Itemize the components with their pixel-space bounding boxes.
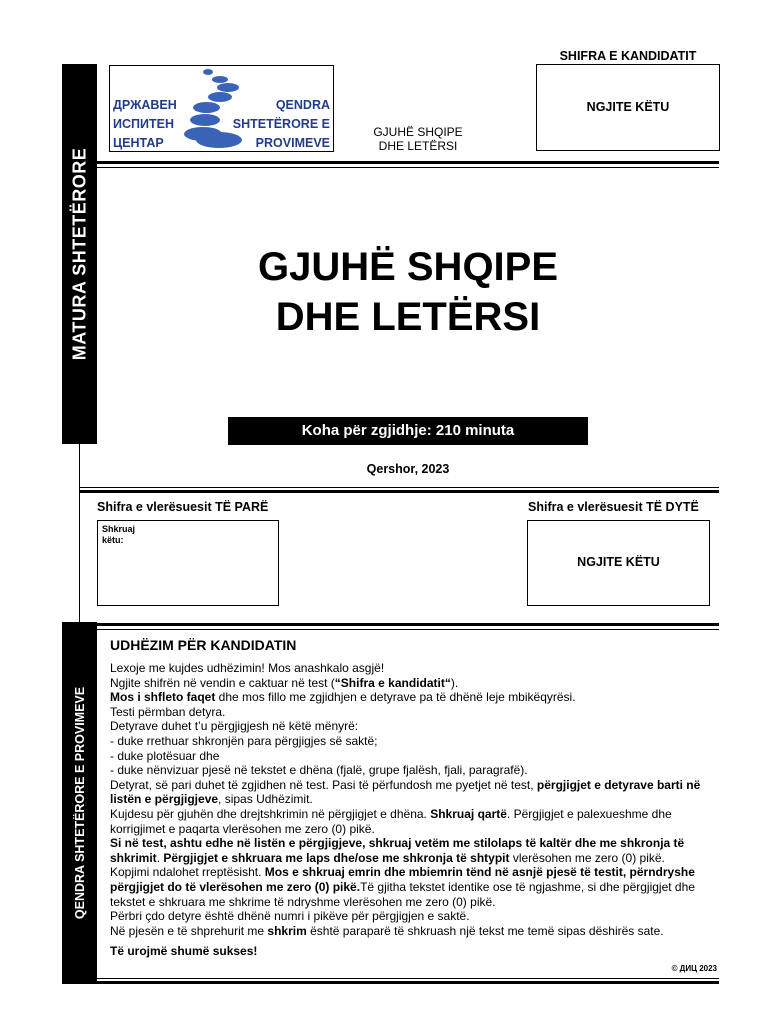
- logo-left-line: ДРЖАВЕН: [113, 98, 177, 112]
- lower-rule-thick: [97, 623, 719, 626]
- instruction-line: [110, 836, 718, 865]
- bottom-rule-thick: [97, 981, 719, 984]
- instruction-emphasis: Shkruaj qartë: [430, 806, 507, 821]
- logo-text-right: [233, 96, 330, 153]
- logo-stone-6: [190, 114, 220, 126]
- side-banner-matura-text: MATURA SHTETËRORE: [69, 147, 89, 361]
- first-evaluator-label: Shifra e vlerësuesit TË PARË: [97, 500, 269, 514]
- instruction-text: Ngjite shifrën në vendin e caktuar në test (: [110, 675, 335, 690]
- candidate-code-box-text: NGJITE KËTU: [586, 100, 670, 114]
- instruction-text: .: [156, 850, 164, 865]
- exam-title-line1: GJUHË SHQIPE: [257, 245, 559, 289]
- bottom-rule-thin: [97, 978, 719, 979]
- instructions-title: UDHËZIM PËR KANDIDATIN: [110, 637, 297, 653]
- instruction-emphasis: shkrim: [267, 923, 307, 938]
- instruction-line: [110, 924, 718, 939]
- instruction-emphasis: Si në test, ashtu edhe në listën e përgjigjeve, shkruaj vetëm me stilolaps të kaltër dhe me shkronja të shkrimit: [110, 836, 685, 865]
- instruction-emphasis: Përgjigjet e shkruara me laps dhe/ose me shkronja të shtypit: [163, 850, 510, 865]
- instruction-line: Përbri çdo detyre është dhënë numri i pikëve për përgjigjen e saktë.: [110, 909, 470, 924]
- second-evaluator-label: Shifra e vlerësuesit TË DYTË: [528, 500, 699, 514]
- instruction-line: [110, 676, 718, 691]
- exam-title-line2: DHE LETËRSI: [275, 295, 541, 339]
- instruction-line: Detyrave duhet t’u përgjigjesh në këtë mënyrë:: [110, 719, 359, 734]
- side-banner-qendra-text: QENDRA SHTETËRORE E PROVIMEVE: [72, 686, 87, 920]
- logo-left-line: ИСПИТЕН: [113, 117, 174, 131]
- logo-stone-4: [208, 92, 232, 102]
- side-banner-matura: [62, 64, 97, 444]
- logo-stone-5: [193, 102, 220, 113]
- instruction-text: Kopjimi ndalohet rreptësisht.: [110, 865, 265, 880]
- instruction-line: [110, 807, 718, 836]
- first-evaluator-box-hint: [102, 524, 135, 546]
- instruction-line: - duke plotësuar dhe: [110, 748, 220, 763]
- candidate-code-box[interactable]: [536, 64, 720, 151]
- lower-rule-thin: [97, 629, 719, 630]
- instruction-text: ).: [450, 675, 459, 690]
- instruction-line: - duke nënvizuar pjesë në tekstet e dhëna (fjalë, grupe fjalësh, fjali, paragrafë).: [110, 763, 528, 778]
- instruction-emphasis: “Shifra e kandidatit“: [334, 675, 451, 690]
- instruction-text: . Përgjigjet e palexueshme dhe korrigjimet e paqarta vlerësohen me zero (0) pikë.: [110, 806, 672, 836]
- header-rule-thin: [97, 167, 719, 168]
- instructions-body: [110, 661, 718, 938]
- time-limit-bar: Koha për zgjidhje: 210 minuta: [228, 417, 588, 445]
- logo-right-line: PROVIMEVE: [255, 136, 330, 150]
- instruction-line: [110, 690, 718, 705]
- instruction-emphasis: Mos i shfleto faqet: [110, 690, 216, 705]
- instruction-text: dhe mos fillo me zgjidhjen e detyrave pa të dhënë leje mbikëqyrësi.: [215, 690, 576, 705]
- second-evaluator-box-text: NGJITE KËTU: [577, 555, 660, 569]
- logo-text-left: [113, 96, 177, 153]
- instruction-text: , sipas Udhëzimit.: [218, 792, 313, 807]
- first-evaluator-hint-line: këtu:: [102, 535, 124, 545]
- instruction-line: Lexoje me kujdes udhëzimin! Mos anashkalo asgjë!: [110, 661, 385, 675]
- exam-date: Qershor, 2023: [366, 462, 450, 476]
- first-evaluator-hint-line: Shkruaj: [102, 524, 136, 534]
- logo-left-line: ЦЕНТАР: [113, 136, 164, 150]
- middle-rule-thin: [80, 487, 719, 488]
- logo-right-line: SHTETËRORE E: [232, 117, 330, 131]
- instruction-text: vlerësohen me zero (0) pikë.: [509, 850, 665, 865]
- second-evaluator-box[interactable]: [527, 520, 710, 606]
- instruction-line: [110, 865, 718, 909]
- instruction-text: Të gjitha tekstet identike ose të ngjashme, si dhe përgjigjet dhe tekstet e shkruara me shkrime të ndryshme vlerësohen me zero (0) pikë.: [110, 879, 695, 909]
- logo: [109, 65, 334, 152]
- logo-right-line: QENDRA: [275, 98, 330, 112]
- instruction-text: Detyrat, së pari duhet të zgjidhen në test. Pasi të përfundosh me pyetjet në test,: [110, 777, 537, 792]
- middle-rule-thick: [80, 490, 719, 493]
- instruction-text: Kujdesu për gjuhën dhe drejtshkrimin në përgjigjet e dhëna.: [110, 806, 431, 821]
- instruction-text: Në pjesën e të shprehurit me: [110, 923, 268, 938]
- instruction-text: është paraparë të shkruash një tekst me temë sipas dëshirës sate.: [306, 923, 664, 938]
- side-divider: [79, 444, 80, 622]
- header-subject-line: GJUHË SHQIPE: [373, 125, 463, 139]
- instruction-emphasis: përgjigjet e detyrave barti në listën e përgjigjeve: [110, 777, 701, 807]
- candidate-code-label: SHIFRA E KANDIDATIT: [559, 49, 697, 63]
- instruction-line: - duke rrethuar shkronjën para përgjigjes së saktë;: [110, 733, 378, 748]
- good-luck-message: Të urojmë shumë sukses!: [110, 944, 258, 958]
- logo-stone-2: [212, 76, 228, 83]
- first-evaluator-box[interactable]: [97, 520, 279, 606]
- header-subject: [368, 125, 468, 153]
- logo-stone-1: [203, 69, 213, 75]
- header-rule-thick: [97, 161, 719, 164]
- instruction-line: Testi përmban detyra.: [110, 704, 226, 719]
- logo-stone-3: [217, 83, 239, 92]
- instruction-emphasis: Mos e shkruaj emrin dhe mbiemrin tënd në asnjë pjesë të testit, përndryshe përgjigjet do të vlerësohen me zero (0) pikë.: [110, 865, 695, 894]
- header-subject-line: DHE LETËRSI: [378, 139, 458, 153]
- copyright: © ДИЦ 2023: [671, 964, 717, 973]
- side-banner-qendra: [62, 622, 97, 984]
- instruction-line: [110, 778, 718, 807]
